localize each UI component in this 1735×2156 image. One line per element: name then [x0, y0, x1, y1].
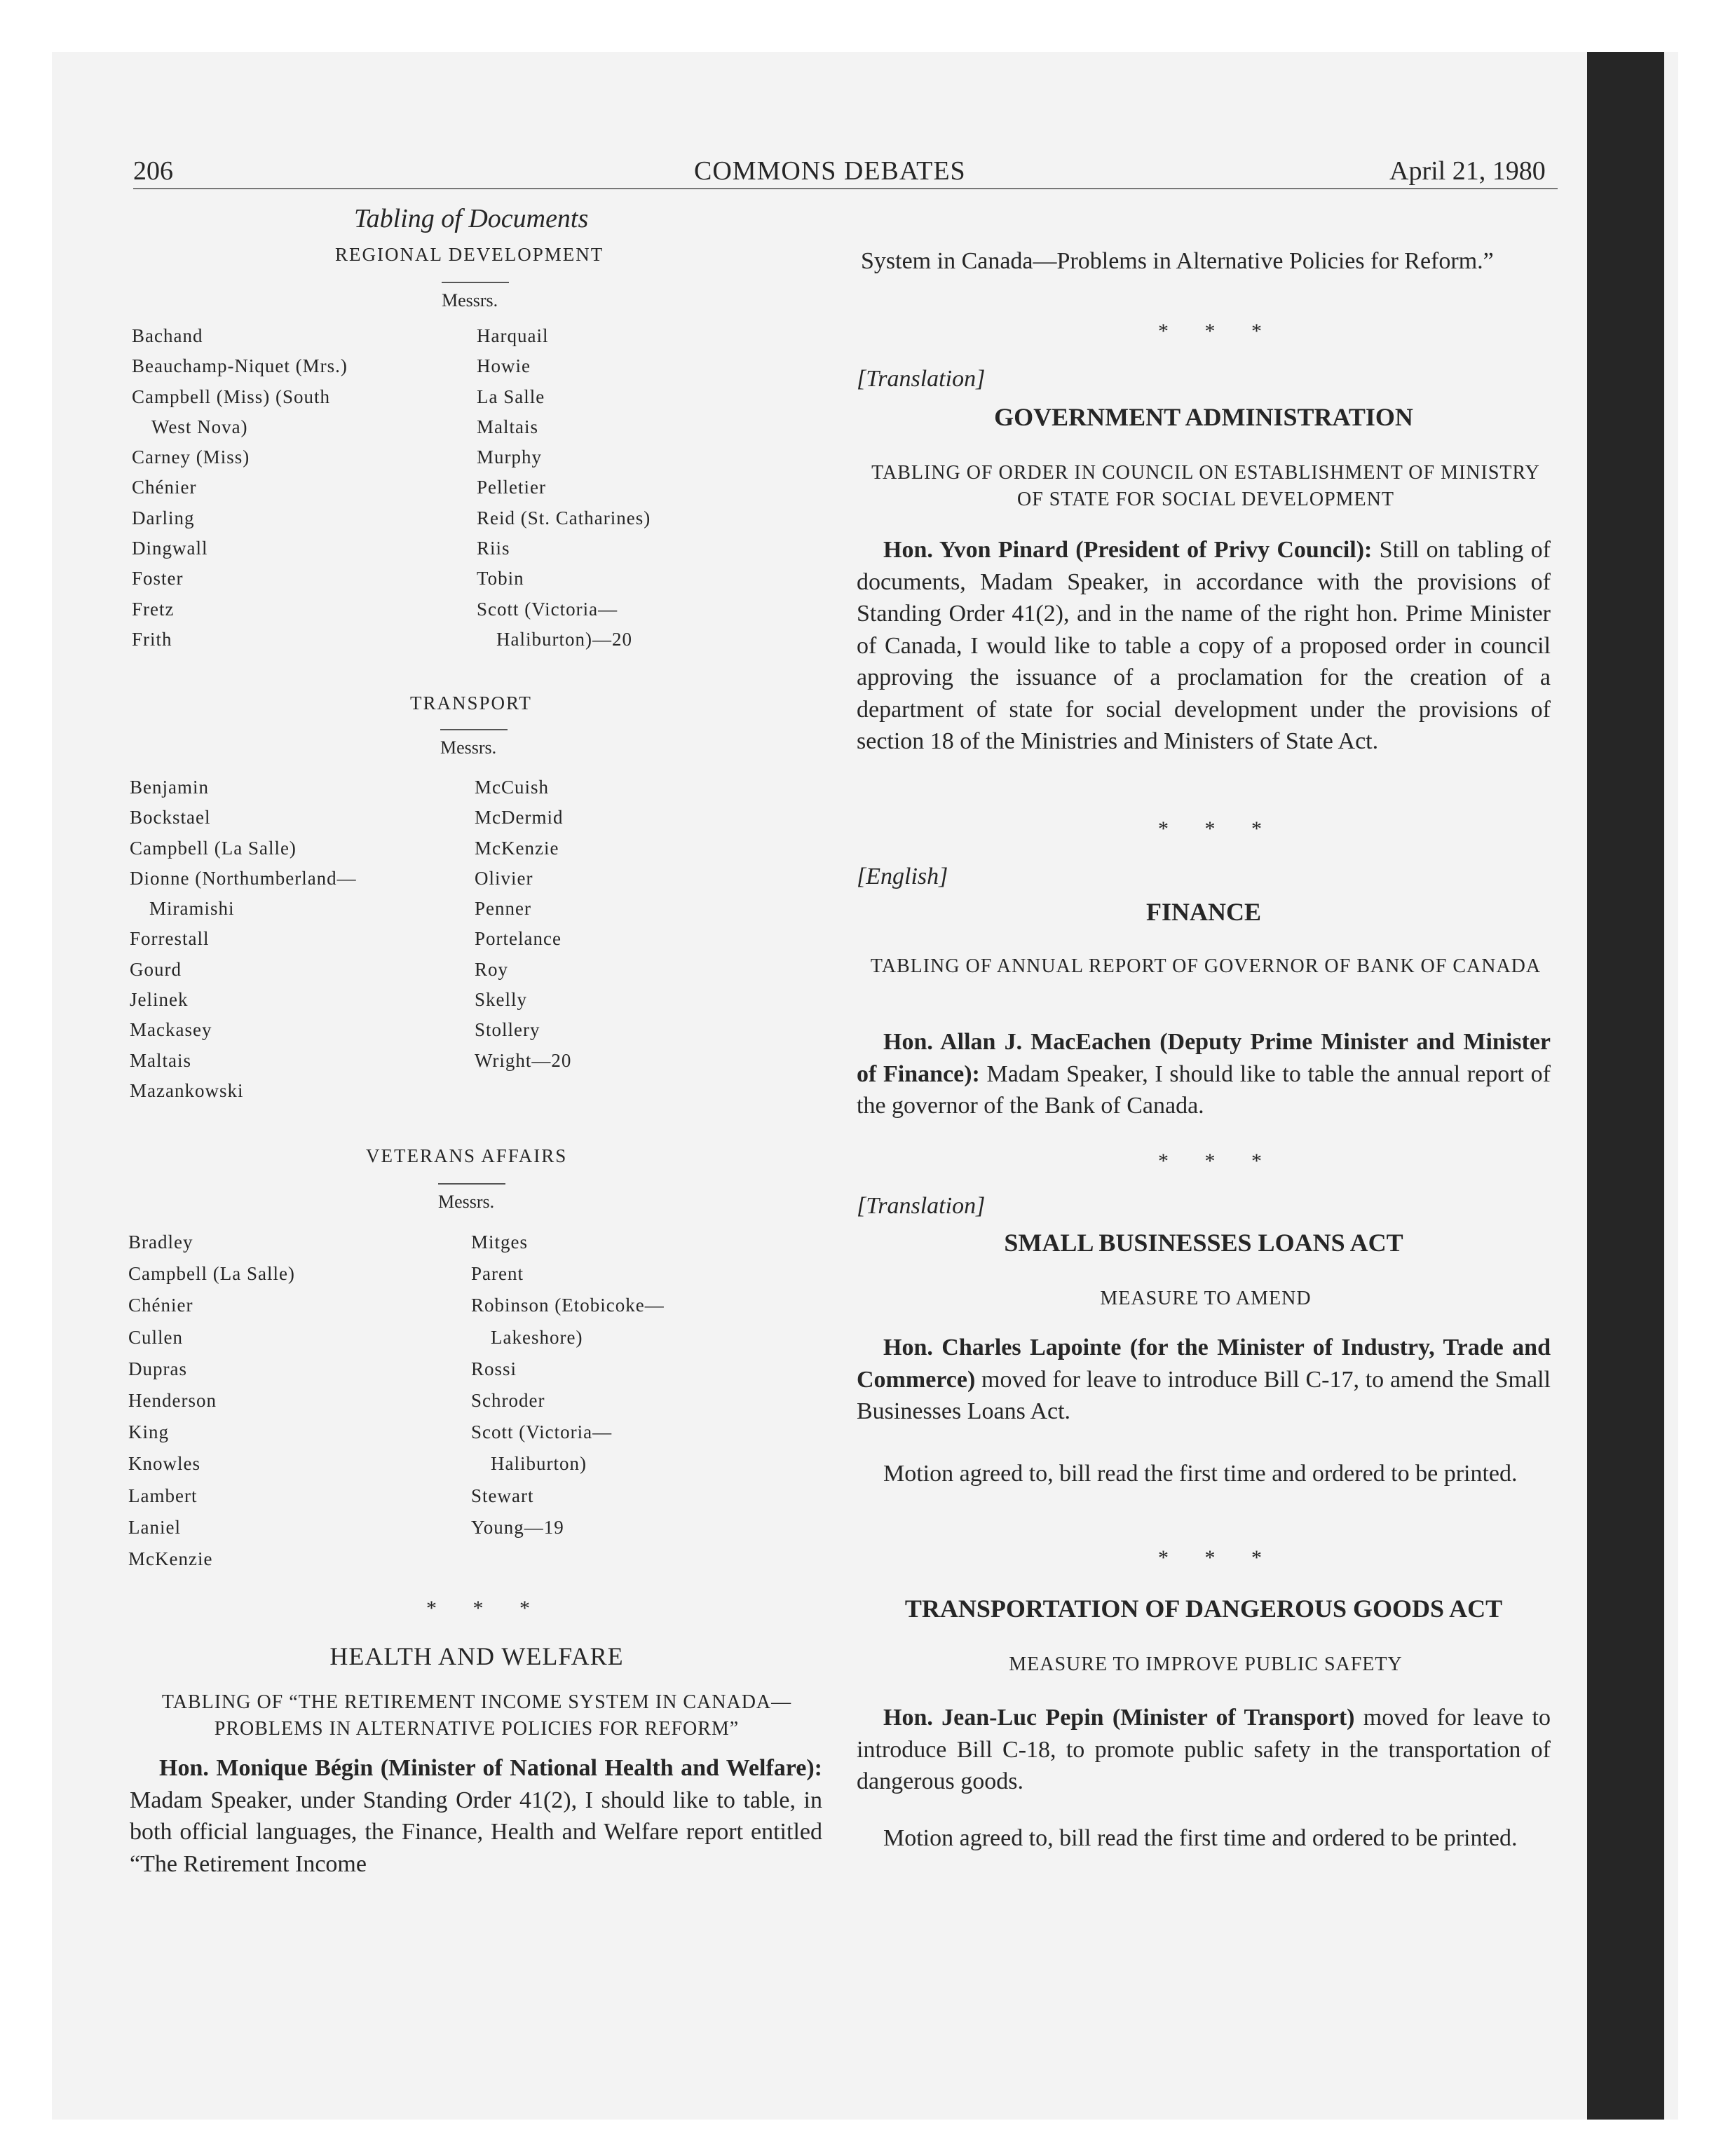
member-name: Dionne (Northumberland— [130, 867, 357, 889]
member-name: Murphy [477, 446, 542, 468]
member-name: McCuish [475, 777, 550, 798]
transport-rule [440, 729, 508, 730]
language-marker: [Translation] [857, 366, 986, 392]
statement-text: moved for leave to introduce Bill C-17, to amend the Small Businesses Loans Act. [857, 1366, 1551, 1424]
health-subtitle: TABLING OF “THE RETIREMENT INCOME SYSTEM IN CANADA—PROBLEMS IN ALTERNATIVE POLICIES FOR REFORM” [161, 1691, 792, 1740]
member-name: Skelly [475, 989, 528, 1011]
member-name: Penner [475, 898, 531, 920]
member-name: Beauchamp-Niquet (Mrs.) [132, 355, 348, 377]
veterans-heading: VETERANS AFFAIRS [366, 1145, 568, 1166]
member-name: Tobin [477, 568, 524, 589]
regional-rule [442, 282, 509, 283]
member-name: Stewart [471, 1485, 534, 1506]
member-name: Chénier [128, 1295, 193, 1316]
gov-statement [857, 534, 1551, 758]
member-name: Riis [477, 538, 510, 559]
member-name: Mackasey [130, 1019, 212, 1041]
regional-heading: REGIONAL DEVELOPMENT [335, 244, 604, 265]
speaker-name: Hon. Yvon Pinard (President of Privy Council): [883, 537, 1373, 563]
member-name: McDermid [475, 807, 564, 828]
regional-members-col2 [477, 321, 651, 655]
member-name: Laniel [128, 1516, 181, 1538]
speaker-name: Hon. Jean-Luc Pepin (Minister of Transport) [883, 1705, 1355, 1731]
gov-title: GOVERNMENT ADMINISTRATION [994, 403, 1413, 431]
speaker-name: Hon. Monique Bégin (Minister of National Health and Welfare): [159, 1755, 822, 1781]
member-name: Fretz [132, 598, 175, 620]
health-statement [130, 1752, 822, 1880]
transport-messrs: Messrs. [440, 737, 497, 758]
member-name: Knowles [128, 1453, 200, 1475]
member-name: Frith [132, 628, 172, 650]
tabling-title: Tabling of Documents [354, 204, 589, 233]
member-name: Miramishi [149, 898, 235, 920]
finance-subtitle: TABLING OF ANNUAL REPORT OF GOVERNOR OF BANK OF CANADA [870, 955, 1542, 977]
member-name: Benjamin [130, 777, 209, 798]
member-name: Scott (Victoria— [471, 1421, 613, 1443]
small-business-title: SMALL BUSINESSES LOANS ACT [1004, 1229, 1403, 1257]
member-name: Haliburton)—20 [496, 628, 632, 650]
statement-text: moved for leave to introduce Bill C-18, to promote public safety in the transportation of dangerous goods. [857, 1705, 1551, 1794]
member-name: McKenzie [128, 1548, 213, 1570]
dangerous-goods-statement [857, 1702, 1551, 1798]
page-number: 206 [133, 156, 173, 186]
member-name: La Salle [477, 386, 545, 407]
section-separator: * * * [1158, 817, 1277, 840]
speaker-name: Hon. Charles Lapointe (for the Minister of Industry, Trade and Commerce) [857, 1335, 1551, 1393]
member-name: Rossi [471, 1358, 517, 1379]
speaker-name: Hon. Allan J. MacEachen (Deputy Prime Minister and Minister of Finance): [857, 1029, 1551, 1087]
language-marker: [English] [857, 864, 948, 889]
member-name: Young—19 [471, 1516, 564, 1538]
regional-messrs: Messrs. [442, 290, 498, 311]
member-name: Maltais [130, 1049, 191, 1071]
member-name: Pelletier [477, 477, 546, 498]
page-date: April 21, 1980 [1389, 156, 1546, 186]
member-name: Campbell (La Salle) [130, 837, 297, 859]
member-name: Bradley [128, 1231, 193, 1253]
member-name: Dingwall [132, 538, 208, 559]
member-name: Forrestall [130, 928, 210, 950]
language-marker: [Translation] [857, 1193, 986, 1219]
finance-title: FINANCE [1145, 898, 1261, 926]
member-name: Howie [477, 355, 531, 377]
finance-statement [857, 1026, 1551, 1122]
member-name: Bachand [132, 325, 203, 346]
section-separator: * * * [1158, 1546, 1277, 1569]
veterans-rule [438, 1183, 505, 1185]
small-business-motion: Motion agreed to, bill read the first time and ordered to be printed. [883, 1461, 1518, 1487]
statement-text: Madam Speaker, under Standing Order 41(2), I should like to table, in both official languages, the Finance, Health and Welfare report entitled “The Retirement Income [130, 1787, 822, 1877]
member-name: Chénier [132, 477, 197, 498]
member-name: Campbell (La Salle) [128, 1263, 295, 1285]
member-name: Maltais [477, 416, 538, 437]
member-name: Olivier [475, 867, 533, 889]
member-name: Haliburton) [491, 1453, 587, 1475]
gov-subtitle: TABLING OF ORDER IN COUNCIL ON ESTABLISHMENT OF MINISTRY OF STATE FOR SOCIAL DEVELOPMENT [871, 462, 1540, 510]
header-rule [133, 188, 1558, 189]
dangerous-goods-subtitle: MEASURE TO IMPROVE PUBLIC SAFETY [1009, 1653, 1403, 1675]
member-name: Wright—20 [475, 1049, 572, 1071]
member-name: Parent [471, 1263, 524, 1285]
transport-members-col1 [130, 772, 357, 1106]
member-name: McKenzie [475, 837, 559, 859]
member-name: Robinson (Etobicoke— [471, 1295, 665, 1316]
member-name: Roy [475, 958, 509, 980]
continued-text: System in Canada—Problems in Alternative Policies for Reform.” [861, 248, 1494, 274]
publication-title: COMMONS DEBATES [694, 156, 966, 186]
veterans-members-col1 [128, 1227, 295, 1575]
member-name: Campbell (Miss) (South [132, 386, 330, 407]
dangerous-goods-title: TRANSPORTATION OF DANGEROUS GOODS ACT [904, 1595, 1503, 1623]
section-separator: * * * [1158, 320, 1277, 343]
transport-members-col2 [475, 772, 571, 1076]
veterans-messrs: Messrs. [438, 1192, 495, 1212]
member-name: Lambert [128, 1485, 198, 1506]
member-name: Portelance [475, 928, 562, 950]
veterans-members-col2 [471, 1227, 665, 1543]
section-separator: * * * [1158, 1149, 1277, 1173]
member-name: Reid (St. Catharines) [477, 507, 651, 528]
member-name: Scott (Victoria— [477, 598, 618, 620]
transport-heading: TRANSPORT [410, 692, 532, 714]
member-name: Stollery [475, 1019, 540, 1041]
member-name: Henderson [128, 1390, 217, 1412]
member-name: Bockstael [130, 807, 211, 828]
member-name: Harquail [477, 325, 549, 346]
member-name: Darling [132, 507, 195, 528]
member-name: Schroder [471, 1390, 545, 1412]
member-name: Jelinek [130, 989, 189, 1011]
small-business-subtitle: MEASURE TO AMEND [1100, 1288, 1312, 1309]
member-name: Mazankowski [130, 1079, 244, 1101]
section-separator: * * * [426, 1597, 545, 1620]
small-business-statement [857, 1332, 1551, 1428]
member-name: Cullen [128, 1326, 183, 1348]
member-name: Foster [132, 568, 184, 589]
member-name: Gourd [130, 958, 182, 980]
member-name: King [128, 1421, 169, 1443]
member-name: Dupras [128, 1358, 187, 1379]
member-name: Carney (Miss) [132, 446, 250, 468]
dangerous-goods-motion: Motion agreed to, bill read the first time and ordered to be printed. [883, 1825, 1518, 1851]
statement-text: Still on tabling of documents, Madam Speaker, in accordance with the provisions of Standing Order 41(2), and in the name of the right hon. Prime Minister of Canada, I would like to table a copy of a proposed order in council approving the issuance of a proclamation for the creation of a department of state for social development under the provisions of section 18 of the Ministries and Ministers of State Act. [857, 537, 1551, 754]
regional-members-col1 [132, 321, 348, 655]
member-name: West Nova) [151, 416, 248, 437]
member-name: Lakeshore) [491, 1326, 583, 1348]
statement-text: Madam Speaker, I should like to table the annual report of the governor of the Bank of Canada. [857, 1060, 1551, 1119]
scan-edge-shadow [1587, 52, 1664, 2120]
health-title: HEALTH AND WELFARE [329, 1642, 624, 1670]
member-name: Mitges [471, 1231, 529, 1253]
